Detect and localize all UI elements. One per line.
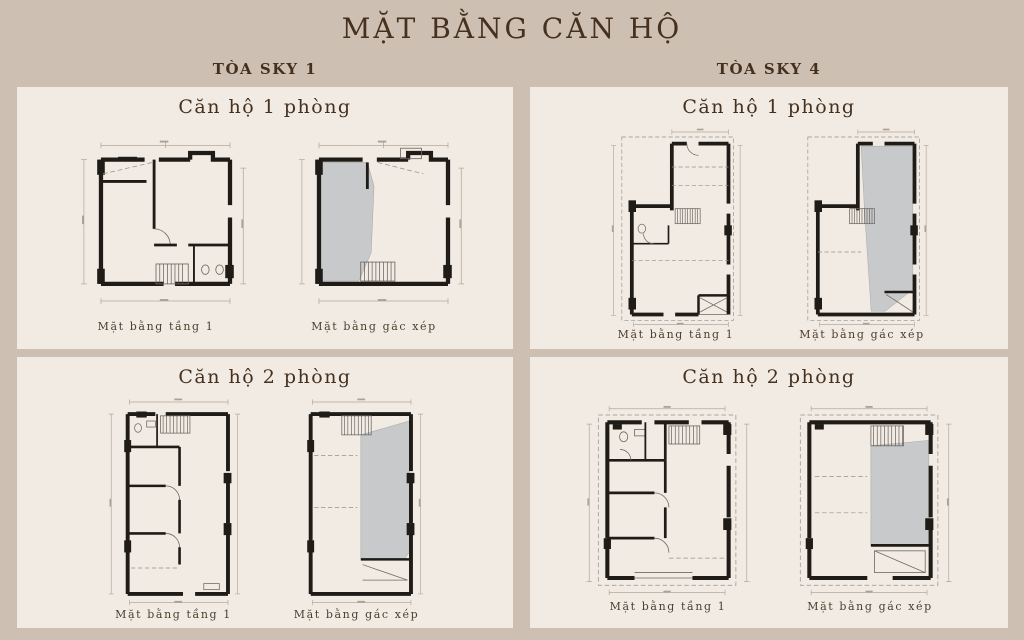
floor-plan-drawing-sky1-2p-gacxep — [283, 395, 430, 607]
page-title: MẶT BẰNG CĂN HỘ — [341, 12, 683, 45]
floor-plan-figure-sky4-1p-gacxep — [791, 127, 933, 341]
floor-plan-drawing-sky4-1p-gacxep — [791, 127, 933, 327]
floor-plan-figure-sky1-2p-gacxep — [283, 395, 430, 621]
panel-title-sky4-2phong: Căn hộ 2 phòng — [682, 366, 856, 388]
floor-plan-drawing-sky1-1p-tang1 — [61, 134, 251, 319]
floor-plan-figure-sky1-1p-tang1 — [61, 134, 251, 333]
floor-plan-figure-sky1-1p-gacxep — [279, 134, 469, 333]
floor-plan-figure-sky4-1p-tang1 — [605, 127, 747, 341]
floor-plan-drawing-sky4-2p-gacxep — [784, 404, 956, 599]
plan-caption: Mặt bằng gác xép — [293, 608, 420, 621]
panel-title-sky1-1phong: Căn hộ 1 phòng — [178, 96, 352, 118]
panel-sky4-1phong — [530, 87, 1008, 349]
panel-title-sky1-2phong: Căn hộ 2 phòng — [178, 366, 352, 388]
plans-row — [61, 118, 469, 349]
floor-plan-figure-sky4-2p-gacxep — [784, 404, 956, 613]
floor-plan-drawing-sky1-2p-tang1 — [100, 395, 247, 607]
plans-row — [100, 388, 430, 628]
plan-caption: Mặt bằng tầng 1 — [115, 608, 232, 621]
plan-caption: Mặt bằng gác xép — [311, 320, 437, 333]
floor-plan-figure-sky1-2p-tang1 — [100, 395, 247, 621]
plan-caption: Mặt bằng tầng 1 — [609, 599, 727, 613]
section-header-sky4: TÒA SKY 4 — [716, 60, 822, 78]
plan-caption: Mặt bằng tầng 1 — [617, 327, 735, 341]
plans-row — [582, 388, 956, 628]
panel-title-sky4-1phong: Căn hộ 1 phòng — [682, 96, 856, 118]
plan-caption: Mặt bằng gác xép — [799, 327, 925, 341]
plan-caption: Mặt bằng gác xép — [807, 599, 933, 613]
panel-sky4-2phong — [530, 357, 1008, 628]
plans-row — [605, 118, 933, 349]
floor-plan-figure-sky4-2p-tang1 — [582, 404, 754, 613]
floor-plan-drawing-sky4-2p-tang1 — [582, 404, 754, 599]
section-header-sky1: TÒA SKY 1 — [212, 60, 318, 78]
floor-plan-drawing-sky1-1p-gacxep — [279, 134, 469, 319]
floor-plan-drawing-sky4-1p-tang1 — [605, 127, 747, 327]
panel-sky1-2phong — [17, 357, 513, 628]
plan-caption: Mặt bằng tầng 1 — [97, 320, 215, 333]
panel-sky1-1phong — [17, 87, 513, 349]
